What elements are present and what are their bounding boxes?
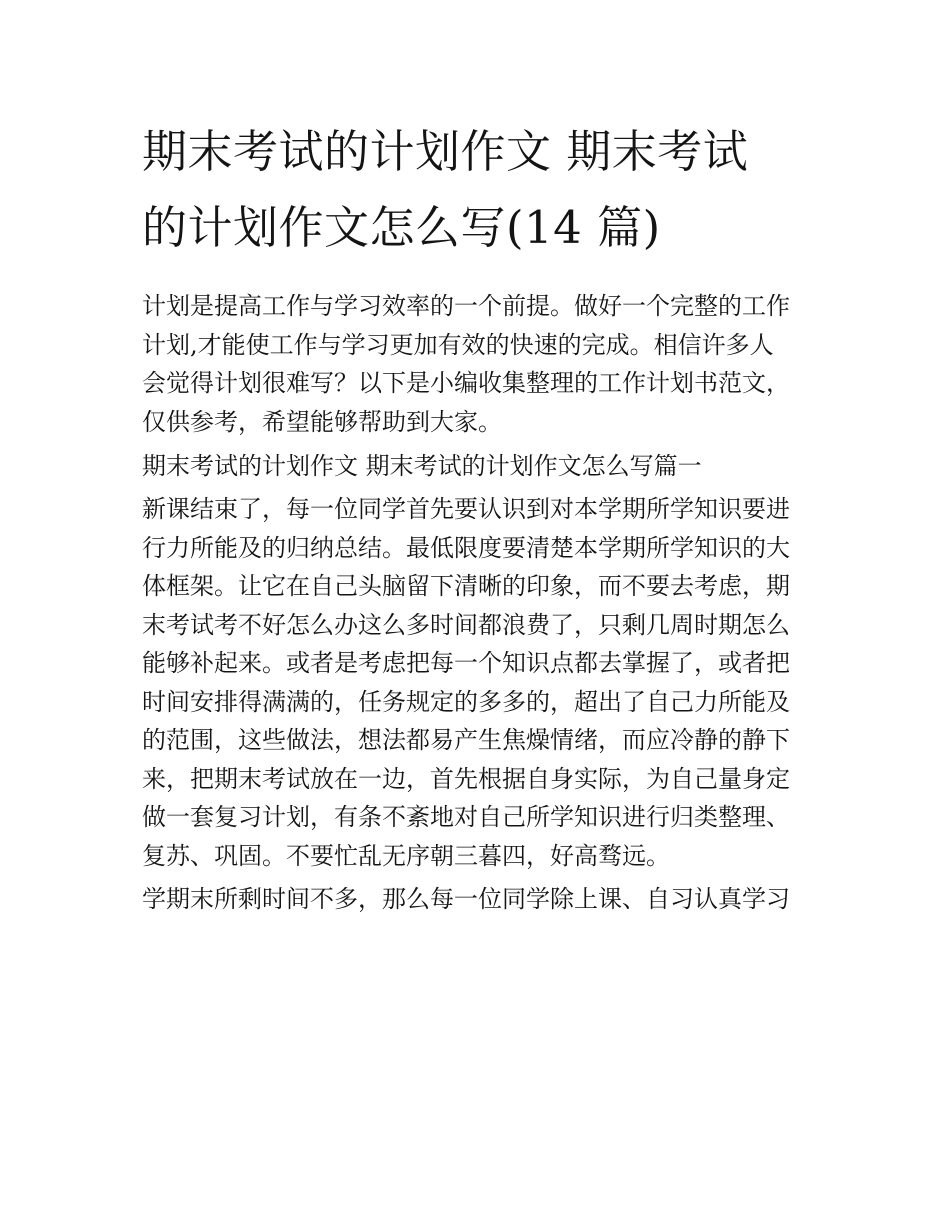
text-line: 复苏、巩固。不要忙乱无序朝三暮四，好高骛远。 — [142, 841, 670, 870]
section-heading: 期末考试的计划作文 期末考试的计划作文怎么写篇一 — [142, 452, 702, 480]
text-line: 体框架。让它在自己头脑留下清晰的印象，而不要去考虑，期 — [142, 572, 790, 600]
text-line: 新课结束了，每一位同学首先要认识到对本学期所学知识要进 — [142, 495, 790, 523]
text-line: 仅供参考，希望能够帮助到大家。 — [142, 407, 502, 436]
document-body — [142, 287, 812, 919]
document-page — [142, 114, 812, 919]
text-line: 学期末所剩时间不多，那么每一位同学除上课、自习认真学习 — [142, 885, 790, 913]
text-line: 的范围，这些做法，想法都易产生焦燥情绪，而应冷静的静下 — [142, 726, 790, 754]
title-line: 期末考试的计划作文 期末考试 — [142, 125, 749, 178]
text-line: 行力所能及的归纳总结。最低限度要清楚本学期所学知识的大 — [142, 533, 790, 562]
text-line: 来，把期末考试放在一边，首先根据自身实际，为自己量身定 — [142, 764, 790, 793]
text-line: 能够补起来。或者是考虑把每一个知识点都去掌握了，或者把 — [142, 649, 790, 677]
body-paragraph — [142, 490, 812, 875]
text-line: 会觉得计划很难写？以下是小编收集整理的工作计划书范文， — [142, 369, 790, 397]
text-line: 做一套复习计划，有条不紊地对自己所学知识进行归类整理、 — [142, 803, 790, 831]
text-line: 计划,才能使工作与学习更加有效的快速的完成。相信许多人 — [142, 330, 774, 359]
text-line: 计划是提高工作与学习效率的一个前提。做好一个完整的工作 — [142, 292, 790, 320]
document-title — [142, 114, 812, 266]
title-line: 的计划作文怎么写(14 篇) — [142, 201, 661, 254]
text-line: 时间安排得满满的，任务规定的多多的，超出了自己力所能及 — [142, 687, 790, 716]
body-paragraph — [142, 880, 812, 919]
intro-paragraph — [142, 287, 812, 441]
text-line: 末考试考不好怎么办这么多时间都浪费了，只剩几周时期怎么 — [142, 610, 790, 639]
